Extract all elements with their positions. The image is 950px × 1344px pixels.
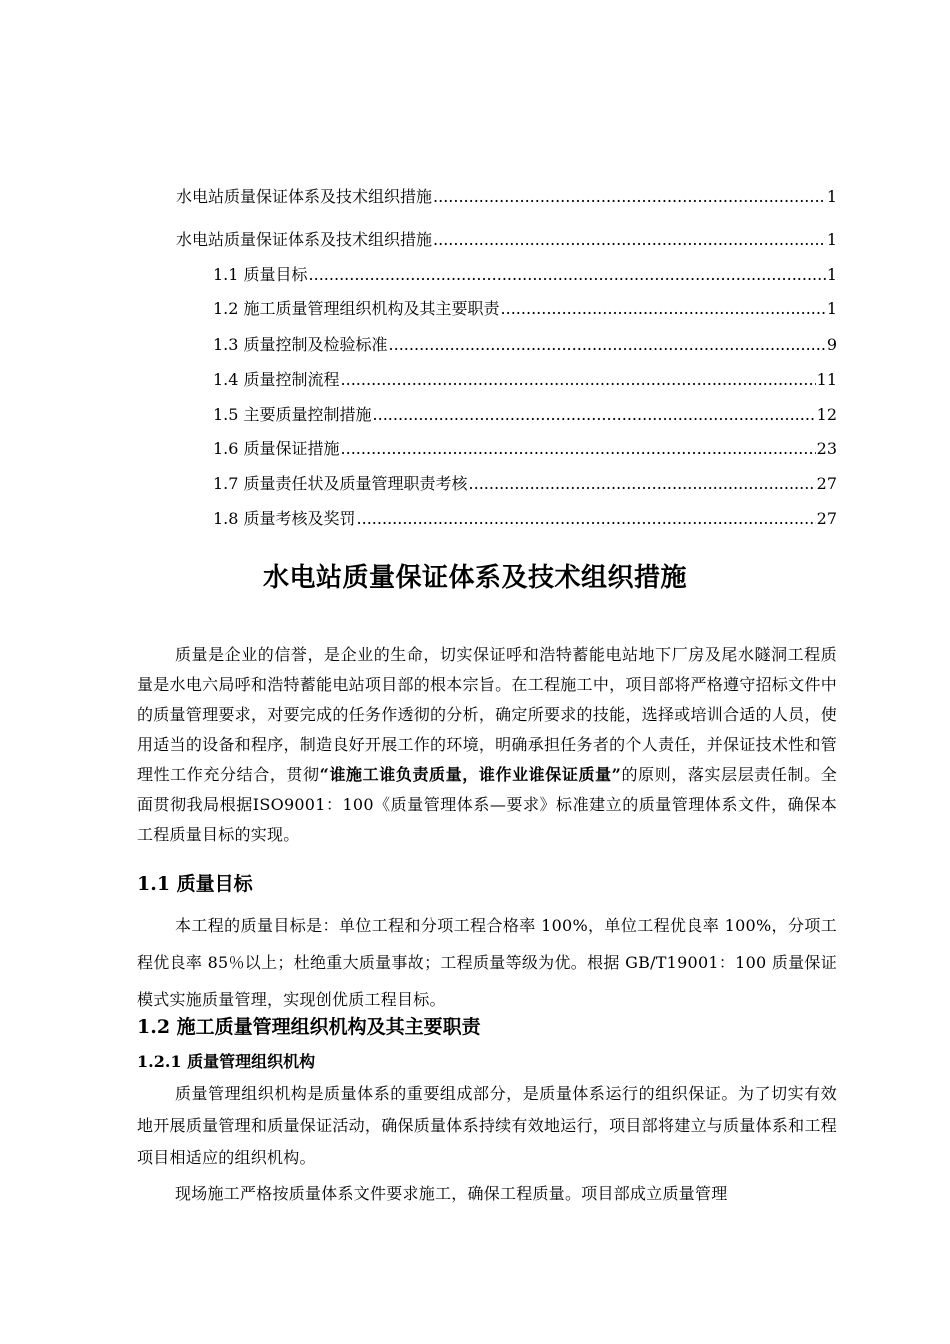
toc-entry-page: 23 [816,439,837,458]
toc-entry-page: 27 [816,474,837,493]
intro-emphasis: “谁施工谁负责质量，谁作业谁保证质量” [319,765,622,784]
document-title: 水电站质量保证体系及技术组织措施 [262,563,687,593]
toc-entry-page: 1 [826,265,837,284]
toc-entry-label: 1.7 质量责任状及质量管理职责考核 [213,474,468,493]
section-heading-1-2: 1.2 施工质量管理组织机构及其主要职责 [137,1016,481,1038]
toc-entry-label: 水电站质量保证体系及技术组织措施 [176,187,433,206]
toc-entry-label: 1.6 质量保证措施 [213,439,340,458]
toc-entry-label: 水电站质量保证体系及技术组织措施 [176,230,433,249]
toc-leader-dots [501,298,826,320]
toc-leader-dots [469,473,816,495]
section-heading-1-2-1: 1.2.1 质量管理组织机构 [137,1052,316,1071]
toc-leader-dots [433,186,826,208]
toc-entry-page: 1 [826,187,837,206]
toc-entry-page: 9 [826,335,837,354]
toc-entry[interactable] [213,334,837,356]
toc-entry[interactable] [213,473,837,495]
intro-text-part-2: 的原则，落实层层责任制。全面贯彻我局根据ISO9001：100《质量管理体系—要求》标准建立的质量管理体系文件，确保本工程质量目标的实现。 [137,765,837,844]
toc-entry[interactable] [213,369,837,391]
toc-entry-page: 11 [816,370,837,389]
toc-entry-label: 1.4 质量控制流程 [213,370,340,389]
intro-text-part-1: 质量是企业的信誉，是企业的生命，切实保证呼和浩特蓄能电站地下厂房及尾水隧洞工程质量是水电六局呼和浩特蓄能电站项目部的根本宗旨。在工程施工中，项目部将严格遵守招标文件中的质量管理要求，对要完成的任务作透彻的分析，确定所要求的技能，选择或培训合适的人员，使用适当的设备和程序，制造良好开展工作的环境，明确承担任务者的个人责任，并保证技术性和管理性工作充分结合，贯彻 [137,645,837,784]
toc-entry-page: 12 [816,405,837,424]
toc-entry-page: 1 [826,299,837,318]
toc-entry-page: 1 [826,230,837,249]
toc-entry-page: 27 [816,509,837,528]
toc-leader-dots [373,404,816,426]
section-heading-1-1: 1.1 质量目标 [137,873,253,895]
toc-entry-label: 1.2 施工质量管理组织机构及其主要职责 [213,299,500,318]
toc-leader-dots [309,264,826,286]
toc-leader-dots [389,334,826,356]
site-construction-paragraph: 现场施工严格按质量体系文件要求施工，确保工程质量。项目部成立质量管理 [175,1184,728,1203]
org-structure-paragraph: 质量管理组织机构是质量体系的重要组成部分，是质量体系运行的组织保证。为了切实有效地开展质量管理和质量保证活动，确保质量体系持续有效地运行，项目部将建立与质量体系和工程项目相适应的组织机构。 [137,1084,837,1167]
toc-entry[interactable] [176,229,837,251]
toc-entry-label: 1.1 质量目标 [213,265,308,284]
toc-entry-label: 1.8 质量考核及奖罚 [213,509,356,528]
quality-goal-paragraph: 本工程的质量目标是：单位工程和分项工程合格率 100%，单位工程优良率 100%，分项工程优良率 85％以上；杜绝重大质量事故；工程质量等级为优。根据 GB/T19001：100 质量保证模式实施质量管理，实现创优质工程目标。 [137,916,837,1009]
toc-entry[interactable] [176,186,837,208]
toc-entry[interactable] [213,298,837,320]
toc-leader-dots [357,508,816,530]
toc-entry[interactable] [213,264,837,286]
toc-entry[interactable] [213,438,837,460]
toc-entry[interactable] [213,404,837,426]
toc-leader-dots [433,229,826,251]
toc-entry-label: 1.5 主要质量控制措施 [213,405,372,424]
toc-leader-dots [341,438,816,460]
toc-entry-label: 1.3 质量控制及检验标准 [213,335,388,354]
intro-paragraph [137,640,837,850]
toc-leader-dots [341,369,816,391]
toc-entry[interactable] [213,508,837,530]
